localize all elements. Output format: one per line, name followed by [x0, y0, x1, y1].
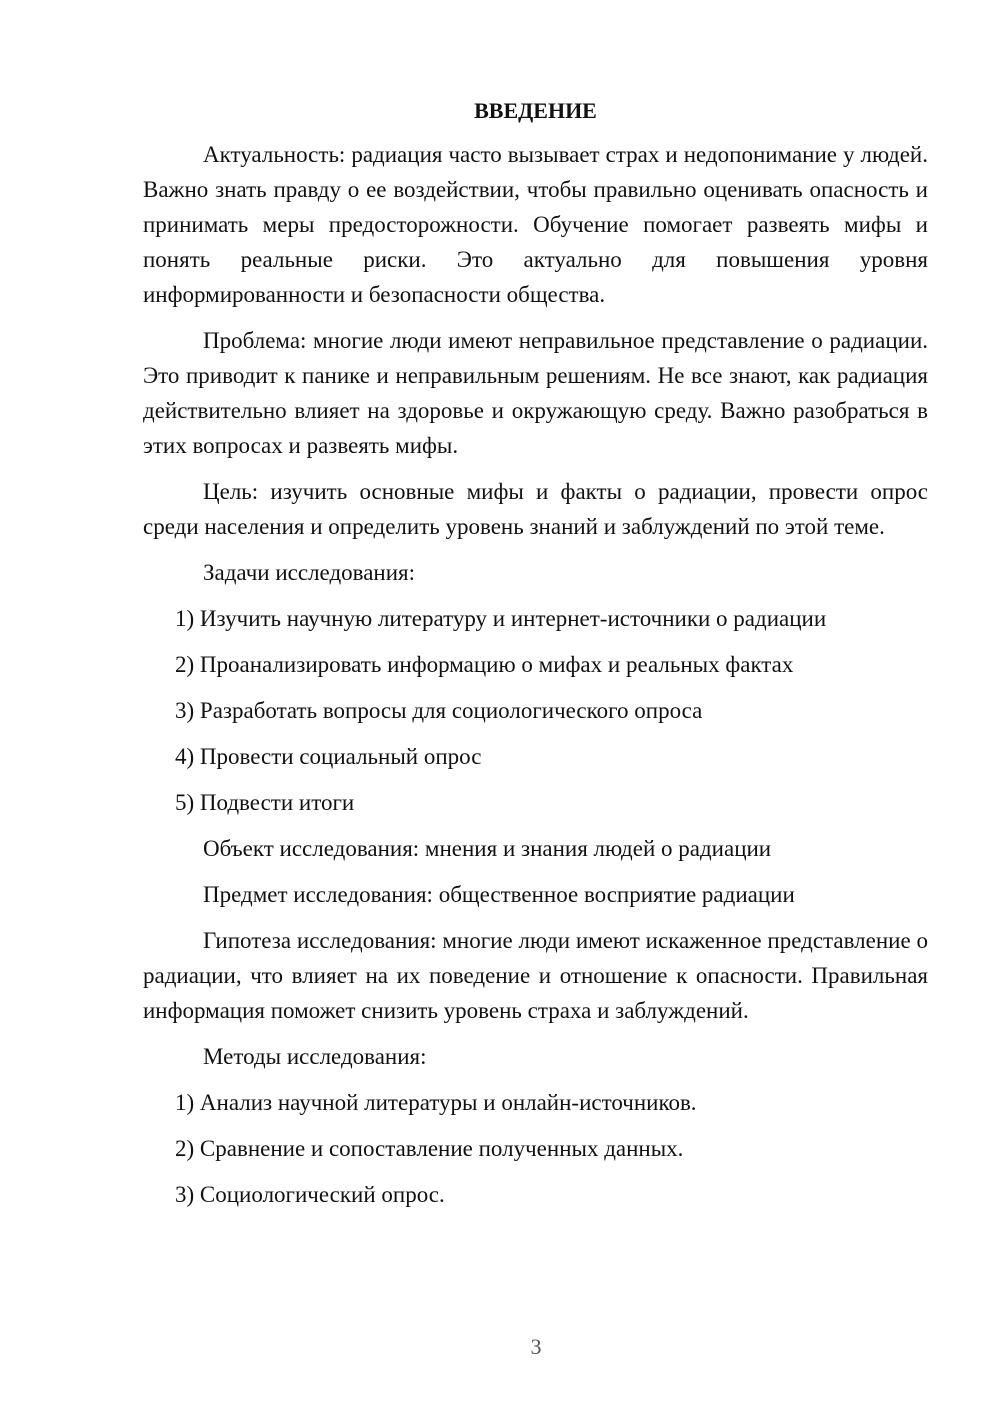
list-item: 2) Сравнение и сопоставление полученных данных.: [175, 1136, 684, 1161]
list-item: 2) Проанализировать информацию о мифах и реальных фактах: [175, 652, 794, 677]
tasks-heading: Задачи исследования:: [203, 560, 416, 585]
list-item: 5) Подвести итоги: [175, 790, 355, 815]
relevance-paragraph: Актуальность: радиация часто вызывает страх и недопонимание у людей. Важно знать правду о ее воздействии, чтобы правильно оценивать опасность и принимать меры предосторожности. Обучение помогает развеять мифы и понять реальные риски. Это актуально для повышения уровня информированности и безопасности общества.: [143, 142, 928, 307]
page-title: ВВЕДЕНИЕ: [474, 98, 597, 123]
hypothesis-paragraph: Гипотеза исследования: многие люди имеют искаженное представление о радиации, что влияет на их поведение и отношение к опасности. Правильная информация поможет снизить уровень страха и заблуждений.: [143, 928, 928, 1023]
methods-list: [143, 1085, 928, 1212]
research-subject: Предмет исследования: общественное восприятие радиации: [203, 882, 795, 907]
page-number: 3: [530, 1334, 542, 1359]
research-object: Объект исследования: мнения и знания людей о радиации: [203, 836, 772, 861]
document-page: [143, 95, 928, 1223]
tasks-list: [143, 601, 928, 820]
list-item: 1) Изучить научную литературу и интернет-источники о радиации: [175, 606, 827, 631]
methods-heading: Методы исследования:: [203, 1044, 427, 1069]
list-item: 4) Провести социальный опрос: [175, 744, 482, 769]
list-item: 3) Разработать вопросы для социологического опроса: [175, 698, 703, 723]
goal-paragraph: Цель: изучить основные мифы и факты о радиации, провести опрос среди населения и определить уровень знаний и заблуждений по этой теме.: [143, 479, 928, 539]
list-item: 3) Социологический опрос.: [175, 1182, 445, 1207]
list-item: 1) Анализ научной литературы и онлайн-источников.: [175, 1090, 697, 1115]
problem-paragraph: Проблема: многие люди имеют неправильное представление о радиации. Это приводит к панике и неправильным решениям. Не все знают, как радиация действительно влияет на здоровье и окружающую среду. Важно разобраться в этих вопросах и развеять мифы.: [143, 328, 928, 458]
